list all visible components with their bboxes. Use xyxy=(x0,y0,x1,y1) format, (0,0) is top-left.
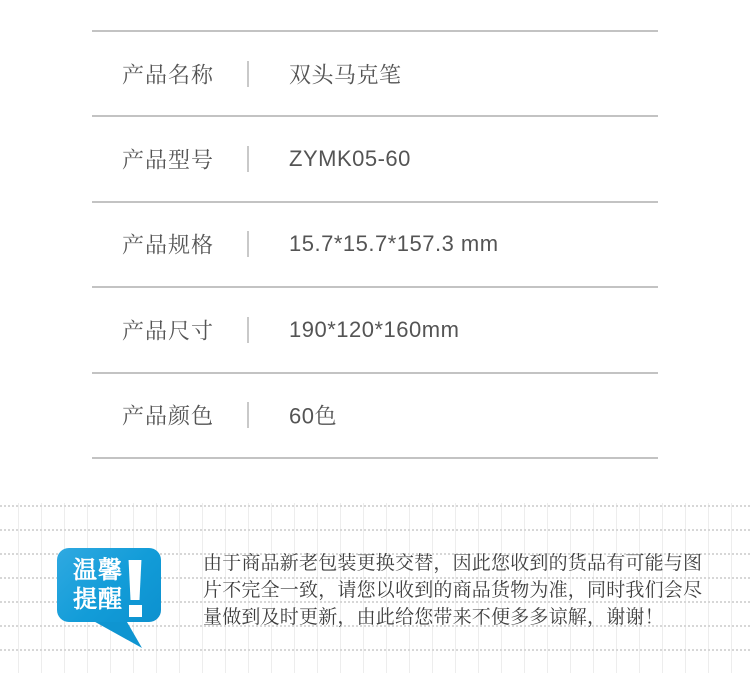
reminder-badge-line1: 温馨 xyxy=(73,557,123,584)
spec-value: 60色 xyxy=(289,403,337,429)
speech-bubble-tail xyxy=(88,618,142,648)
spec-value: 双头马克笔 xyxy=(289,62,402,88)
reminder-text xyxy=(203,550,702,631)
spec-row xyxy=(92,203,658,288)
reminder-line: 由于商品新老包装更换交替，因此您收到的货品有可能与图 xyxy=(203,553,703,574)
reminder-badge xyxy=(57,548,161,652)
reminder-line: 量做到及时更新，由此给您带来不便多多谅解，谢谢！ xyxy=(203,607,664,628)
spec-label: 产品规格 xyxy=(122,232,215,258)
spec-value: 15.7*15.7*157.3 mm xyxy=(289,231,499,257)
exclamation-dot-icon xyxy=(129,605,142,617)
spec-row xyxy=(92,374,658,459)
spec-label: 产品型号 xyxy=(122,147,215,173)
product-spec-table xyxy=(92,30,658,459)
spec-label: 产品名称 xyxy=(122,62,215,88)
reminder-badge-line2: 提醒 xyxy=(73,586,123,613)
reminder-line: 片不完全一致，请您以收到的商品货物为准，同时我们会尽 xyxy=(203,580,703,601)
label-value-divider xyxy=(247,231,249,257)
spec-row xyxy=(92,288,658,373)
spec-value: 190*120*160mm xyxy=(289,316,460,342)
spec-row xyxy=(92,117,658,202)
reminder-section xyxy=(0,503,750,673)
label-value-divider xyxy=(247,402,249,428)
label-value-divider xyxy=(247,61,249,87)
spec-label: 产品尺寸 xyxy=(122,318,215,344)
reminder-badge-text xyxy=(70,556,126,614)
spec-label: 产品颜色 xyxy=(122,403,215,429)
spec-row xyxy=(92,32,658,117)
label-value-divider xyxy=(247,146,249,172)
label-value-divider xyxy=(247,317,249,343)
spec-value: ZYMK05-60 xyxy=(289,146,411,172)
